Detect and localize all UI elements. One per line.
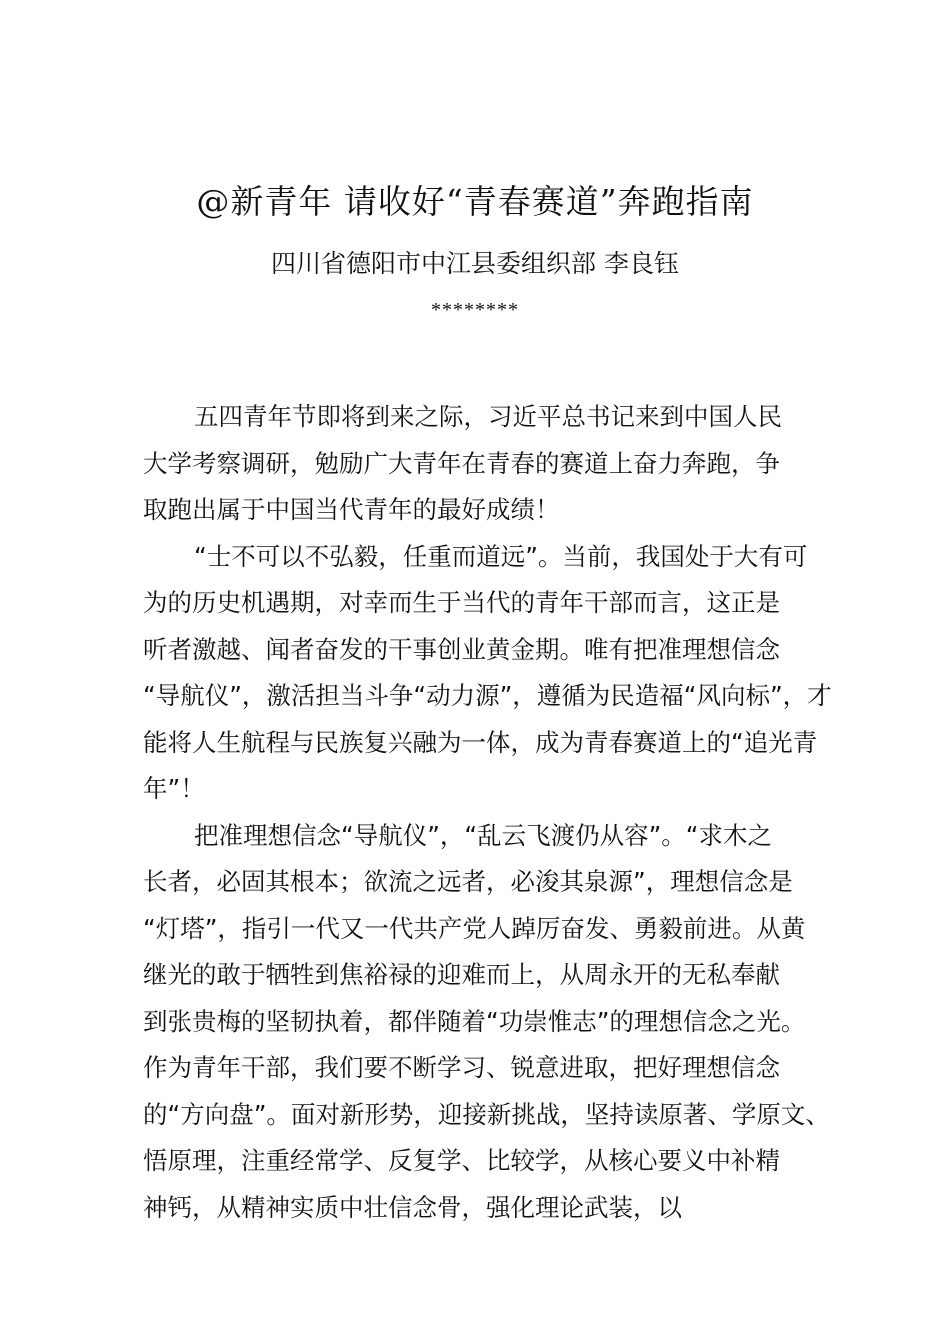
paragraph-line: 听者激越、闻者奋发的干事创业黄金期。唯有把准理想信念 [143, 634, 780, 664]
paragraph-line: 年”！ [143, 774, 205, 803]
paragraph-line: 取跑出属于中国当代青年的最好成绩！ [143, 495, 560, 524]
paragraph-line: 的“方向盘”。面对新形势，迎接新挑战，坚持读原著、学原文、 [143, 1099, 830, 1129]
paragraph-line: 作为青年干部，我们要不断学习、锐意进取，把好理想信念 [143, 1053, 780, 1082]
paragraph-line: 继光的敢于牺牲到焦裕禄的迎难而上，从周永开的无私奉献 [143, 960, 780, 989]
paragraph-line: 能将人生航程与民族复兴融为一体，成为青春赛道上的“追光青 [143, 727, 818, 757]
paragraph-line: “灯塔”，指引一代又一代共产党人踔厉奋发、勇毅前进。从黄 [143, 913, 806, 943]
paragraph-line: “士不可以不弘毅，任重而道远”。当前，我国处于大有可 [194, 541, 808, 571]
paragraph-line: 悟原理，注重经常学、反复学、比较学，从核心要义中补精 [143, 1146, 780, 1175]
paragraph-line: 神钙，从精神实质中壮信念骨，强化理论武装，以 [143, 1192, 682, 1222]
paragraph-line: 长者，必固其根本；欲流之远者，必浚其泉源”，理想信念是 [143, 867, 793, 896]
document-author: 四川省德阳市中江县委组织部 李良钰 [271, 249, 679, 278]
paragraph-3 [143, 813, 830, 1232]
document-body [143, 394, 832, 1231]
paragraph-1 [143, 394, 823, 534]
paragraph-line: 为的历史机遇期，对幸而生于当代的青年干部而言，这正是 [143, 588, 780, 617]
paragraph-line: 五四青年节即将到来之际，习近平总书记来到中国人民 [194, 402, 782, 431]
paragraph-line: “导航仪”，激活担当斗争“动力源”，遵循为民造福“风向标”，才 [143, 681, 832, 710]
paragraph-line: 把准理想信念“导航仪”，“乱云飞渡仍从容”。“求木之 [194, 820, 772, 850]
paragraph-2 [143, 534, 832, 813]
separator: ******** [431, 299, 519, 321]
paragraph-line: 到张贵梅的坚韧执着，都伴随着“功崇惟志”的理想信念之光。 [143, 1006, 806, 1036]
document-title: @新青年 请收好“青春赛道”奔跑指南 [196, 182, 754, 221]
paragraph-line: 大学考察调研，勉励广大青年在青春的赛道上奋力奔跑，争 [143, 448, 780, 478]
